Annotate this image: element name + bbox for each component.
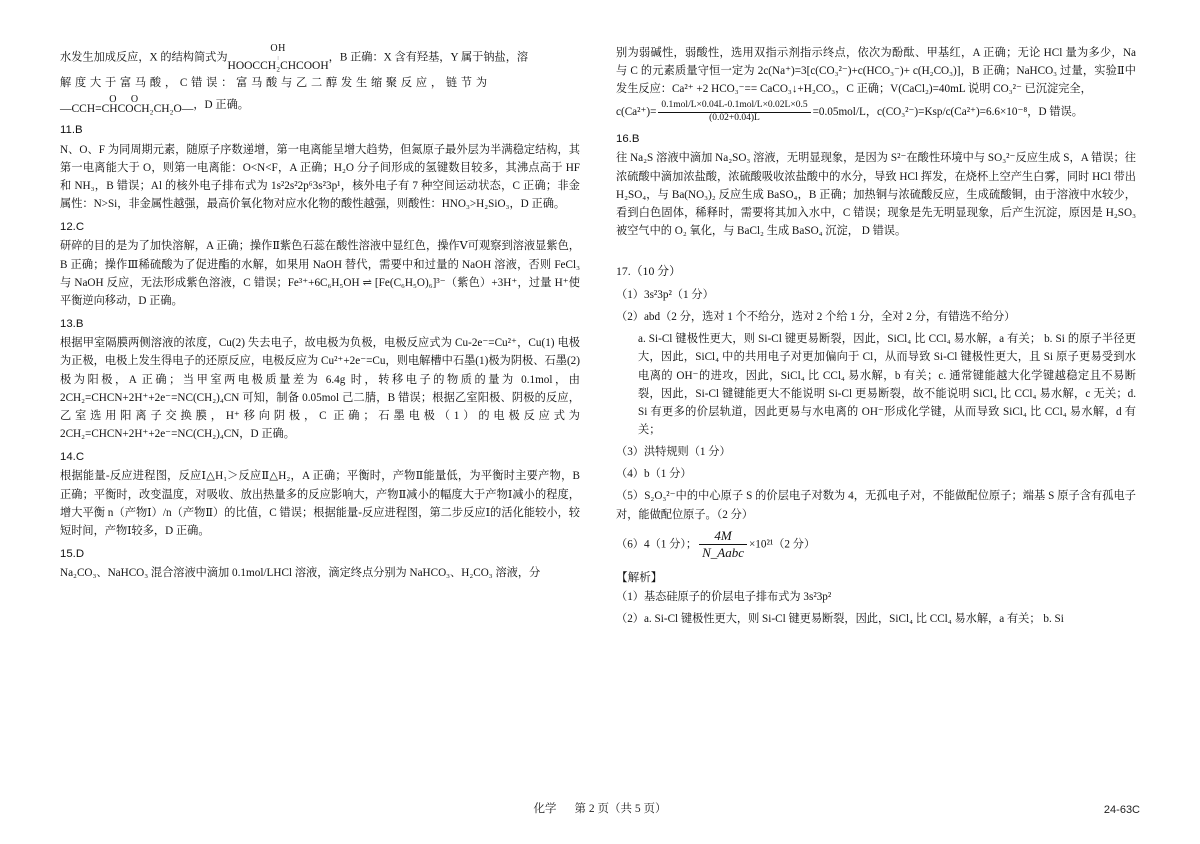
structure-oxygen-row: O O — [109, 93, 145, 105]
analysis-heading: 【解析】 — [616, 571, 663, 585]
answer-17-6-after: ×10²¹（2 分） — [749, 538, 816, 551]
text-after-structure: ，D 正确。 — [193, 98, 249, 111]
analysis-1: （1）基态硅原子的价层电子排布式为 3s²3p² — [616, 591, 832, 604]
explanation-14: 根据能量-反应进程图，反应Ⅰ△H₁＞反应Ⅱ△H₂，A 正确；平衡时，产物Ⅱ能量低，为平衡时主要产物，B 正确；平衡时，改变温度，对吸收、放出热量多的反应影响大，产物Ⅱ减小的幅度大于产物Ⅰ减小的程度，增大平衡 n（产物Ⅰ）/n（产物Ⅱ）的比值，C 错误；根据能量-反应进程图，第二步反应Ⅰ的活化能较小，较短时间，产物Ⅰ较多，D 正确。 — [60, 470, 580, 537]
answer-17-6 — [616, 528, 1136, 562]
calc-text-before: c(Ca²⁺)= — [616, 106, 657, 119]
answer-head-11: 11.B — [60, 124, 83, 137]
structure-top-label: OH — [270, 43, 286, 54]
answer-17-5: （5）S₂O₃²⁻中的中心原子 S 的价层电子对数为 4，无孤电子对，不能做配位原子；端基 S 原子含有孤电子对，能做配位原子。（2 分） — [616, 490, 1136, 521]
chemical-structure-x — [228, 44, 329, 72]
structure-bond: | — [277, 54, 279, 60]
answer-17-4: （4）b（1 分） — [616, 468, 692, 481]
explanation-12: 研碎的目的是为了加快溶解，A 正确；操作Ⅱ紫色石蕊在酸性溶液中显红色，操作Ⅴ可观察到溶液显紫色，B 正确；操作Ⅲ稀硫酸为了促进酯的水解，如果用 NaOH 替代，需要中和过量的 NaOH 溶液，否则 FeCl₃ 与 NaOH 反应，无法形成紫色溶液，C 错误；Fe³⁺+6C₆H₅OH ⇌ [Fe(C₆H₅O)₆]³⁻（紫色）+3H⁺，过量 H⁺使平衡逆向移动，D 正确。 — [60, 240, 580, 307]
paragraph-x-structure — [60, 44, 580, 72]
left-column — [60, 44, 580, 790]
text-after-formula: ，B 正确：X 含有羟基，Y 属于钠盐，溶 — [328, 51, 529, 64]
footer-page-number: 第 2 页（共 5 页） — [574, 803, 667, 815]
answer-head-12: 12.C — [60, 221, 85, 234]
explanation-15: Na₂CO₃、NaHCO₃ 混合溶液中滴加 0.1mol/LHCl 溶液，滴定终点分别为 NaHCO₃、H₂CO₃ 溶液，分 — [60, 567, 541, 580]
explanation-13: 根据甲室隔膜两侧溶液的浓度，Cu(2) 失去电子，故电极为负极，电极反应式为 Cu-2e⁻=Cu²⁺，Cu(1) 电极为正极，电极上发生得电子的还原反应，电极反应为 Cu²⁺+2e⁻=Cu，则电解槽中石墨(1)极为阴极、石墨(2)极为阳极，A 正确；当甲室两电极质量差为 6.4g 时，转移电子的物质的量为 0.1mol，由 2CH₂=CHCN+2H⁺+2e⁻=NC(CH₂)₄CN 可知，制备 0.05mol 己二腈，B 错误；根据乙室阳极、阴极的反应，乙室选用阳离子交换膜，H⁺移向阴极，C 正确；石墨电极（1）的电极反应式为 2CH₂=CHCN+2H⁺+2e⁻=NC(CH₂)₄CN，D 正确。 — [60, 337, 580, 440]
footer-subject: 化学 — [533, 803, 557, 815]
fraction-denominator: (0.02+0.04)L — [709, 113, 760, 124]
footer-paper-code: 24-63C — [1103, 804, 1140, 816]
answer-17-1: （1）3s²3p²（1 分） — [616, 289, 714, 301]
right-column — [616, 44, 1136, 790]
structure-chain-row: —CCH=CHCOCH₂CH₂O— — [60, 103, 194, 116]
answer-head-13: 13.B — [60, 318, 84, 331]
page-footer — [0, 800, 1200, 816]
structure-bottom-label: HOOCCH₂CHCOOH — [227, 59, 329, 72]
answer-17-2-detail: a. Si-Cl 键极性更大，则 Si-Cl 键更易断裂，因此，SiCl₄ 比 CCl₄ 易水解，a 有关； b. Si 的原子半径更大，因此，SiCl₄ 中的共用电子对更加偏向于 Cl，从而导致 Si-Cl 键极性更大，且 Si 原子更易受到水电离的 OH⁻的进攻，因此，SiCl₄ 比 CCl₄ 易水解，b 有关；c. 通常键能越大化学键越稳定且不易断裂，因此，Si-Cl 键键能更大不能说明 Si-Cl 更易断裂，故不能说明 SiCl₄ 比 CCl₄ 易水解，c 无关；d. Si 有更多的价层轨道，因此更易与水电离的 OH⁻形成化学键，从而导致 SiCl₄ 比 CCl₄ 易水解，d 有关； — [638, 333, 1136, 436]
chemical-structure-polymer — [60, 94, 193, 117]
analysis-2: （2）a. Si-Cl 键极性更大，则 Si-Cl 键更易断裂，因此，SiCl₄ 比 CCl₄ 易水解，a 有关； b. Si — [616, 613, 1064, 626]
answer-head-15: 15.D — [60, 547, 85, 560]
fraction-denominator: N_Aabc — [702, 544, 744, 560]
paragraph-calcium-calc — [616, 100, 1136, 125]
answer-17-6-before: （6）4（1 分）； — [616, 538, 698, 551]
text-before-formula: 水发生加成反应，X 的结构简式为 — [60, 51, 228, 64]
calc-text-after: =0.05mol/L，c(CO₃²⁻)=Ksp/c(Ca²⁺)=6.6×10⁻⁸，D 错误。 — [812, 106, 1083, 119]
explanation-15-continued: 别为弱碱性，弱酸性，选用双指示剂指示终点，依次为酚酞、甲基红，A 正确；无论 HCl 量为多少，Na 与 C 的元素质量守恒一定为 2c(Na⁺)=3[c(CO₃²⁻)+c(HCO₃⁻)+ c(H₂CO₃)]，B 正确；NaHCO₃ 过量，实验Ⅱ中发生反应：Ca²⁺ +2 HCO₃⁻== CaCO₃↓+H₂CO₃，C 正确；V(CaCl₂)=40mL 说明 CO₃²⁻ 已沉淀完全， — [616, 47, 1136, 96]
fraction-numerator: 0.1mol/L×0.04L-0.1mol/L×0.02L×0.5 — [658, 100, 810, 113]
paragraph-polymer-structure — [60, 94, 580, 117]
explanation-11: N、O、F 为同周期元素，随原子序数递增，第一电离能呈增大趋势，但氮原子最外层为半满稳定结构，其第一电离能大于 O，则第一电离能：O<N<F，A 正确；H₂O 分子间形成的氢键数目较多，其沸点高于 HF 和 NH₃，B 错误；Al 的核外电子排布式为 1s²2s²2p⁶3s²3p¹，核外电子有 7 种空间运动状态，C 正确；非金属性：N>Si，非金属性越强，最高价氧化物对应水化物的酸性越强，则酸性：HNO₃>H₂SiO₃，D 正确。 — [60, 143, 580, 211]
fraction-numerator: 4M — [699, 528, 747, 545]
explanation-16: 往 Na₂S 溶液中滴加 Na₂SO₃ 溶液，无明显现象，是因为 S²⁻在酸性环境中与 SO₃²⁻反应生成 S，A 错误；往浓硫酸中滴加浓盐酸，浓硫酸吸收浓盐酸中的水分，导致 HCl 挥发，在烧杯上空产生白雾，同时 HCl 带出 H₂SO₄，与 Ba(NO₃)₂ 反应生成 BaSO₄，B 正确；加热铜与浓硫酸反应，生成硫酸铜，由于溶液中水较少，看到白色固体，稀释时，需要将其加入水中，C 错误；现象是先无明显现象，后产生沉淀，原因是 H₂SO₃ 被空气中的 O₂ 氧化，与 BaCl₂ 生成 BaSO₄ 沉淀， D 错误。 — [616, 152, 1136, 237]
fraction-concentration — [658, 100, 810, 125]
answer-17-3: （3）洪特规则（1 分） — [616, 446, 731, 459]
paragraph-solubility: 解 度 大 于 富 马 酸 ， C 错 误 ： 富 马 酸 与 乙 二 醇 发 生 缩 聚 反 应 ， 链 节 为 — [60, 76, 488, 89]
answer-17-2: （2）abd（2 分，选对 1 个不给分，选对 2 个给 1 分，全对 2 分，有错选不给分） — [616, 311, 1016, 324]
answer-head-16: 16.B — [616, 133, 640, 146]
question-head-17: 17.（10 分） — [616, 264, 681, 279]
answer-head-14: 14.C — [60, 451, 85, 464]
fraction-molar-volume — [699, 528, 747, 562]
